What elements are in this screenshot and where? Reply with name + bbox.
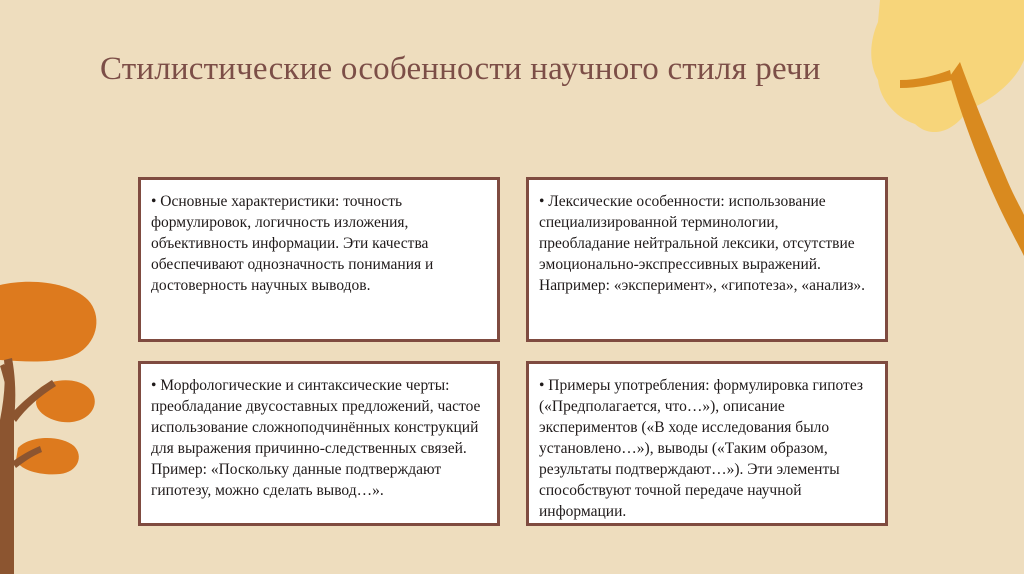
text-card-main-characteristics <box>138 177 500 342</box>
text-card-morphology-syntax <box>138 361 500 526</box>
card-text: • Морфологические и синтаксические черты: преобладание двусоставных предложений, частое использование сложноподчинённых конструкций для выражения причинно-следственных связей. Пример: «Поскольку данные подтверждают гипотезу, можно сделать вывод…». <box>151 377 481 499</box>
text-card-usage-examples <box>526 361 888 526</box>
card-text: • Примеры употребления: формулировка гипотез («Предполагается, что…»), описание экспериментов («В ходе исследования было установлено…»), выводы («Таким образом, результаты подтверждают…»). Эти элементы способствуют точной передаче научной информации. <box>539 377 864 520</box>
card-text: • Лексические особенности: использование специализированной терминологии, преобладание нейтральной лексики, отсутствие эмоционально-экспрессивных выражений. Например: «эксперимент», «гипотеза», «анализ». <box>539 193 866 294</box>
left-orange-tree-icon <box>0 282 96 574</box>
right-yellow-tree-icon <box>871 0 1024 256</box>
text-card-lexical-features <box>526 177 888 342</box>
slide-title: Стилистические особенности научного стиля речи <box>100 51 821 87</box>
card-text: • Основные характеристики: точность формулировок, логичность изложения, объективность информации. Эти качества обеспечивают однозначность понимания и достоверность научных выводов. <box>151 193 434 294</box>
